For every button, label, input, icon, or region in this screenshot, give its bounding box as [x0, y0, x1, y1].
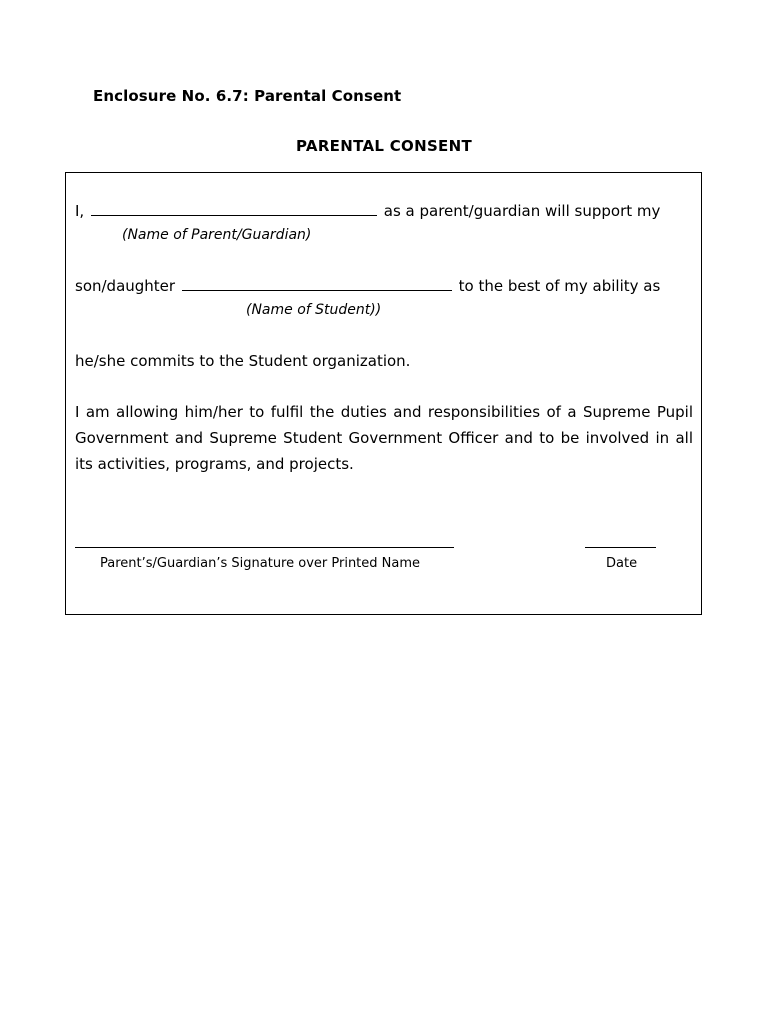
enclosure-heading: Enclosure No. 6.7: Parental Consent — [93, 87, 402, 105]
date-blank[interactable] — [585, 547, 656, 548]
parent-name-blank[interactable] — [91, 203, 377, 216]
signature-label: Parent’s/Guardian’s Signature over Printed Name — [100, 556, 421, 571]
student-name-caption: (Name of Student)) — [246, 302, 382, 318]
date-label: Date — [606, 556, 638, 571]
parent-name-caption: (Name of Parent/Guardian) — [122, 227, 312, 243]
student-line-prefix: son/daughter — [75, 277, 176, 295]
parent-line — [75, 202, 660, 220]
consent-form-box — [65, 172, 702, 615]
student-name-blank[interactable] — [182, 278, 452, 291]
document-title: PARENTAL CONSENT — [296, 137, 472, 155]
consent-paragraph: I am allowing him/her to fulfil the duties and responsibilities of a Supreme Pupil Government and Supreme Student Government Officer and to be involved in all its activities, programs, and projects. — [75, 403, 693, 473]
student-line — [75, 277, 660, 295]
commitment-line: he/she commits to the Student organization. — [75, 352, 411, 370]
student-line-suffix: to the best of my ability as — [458, 277, 661, 295]
signature-blank[interactable] — [75, 547, 454, 548]
parent-line-prefix: I, — [75, 202, 85, 220]
parent-line-suffix: as a parent/guardian will support my — [383, 202, 661, 220]
